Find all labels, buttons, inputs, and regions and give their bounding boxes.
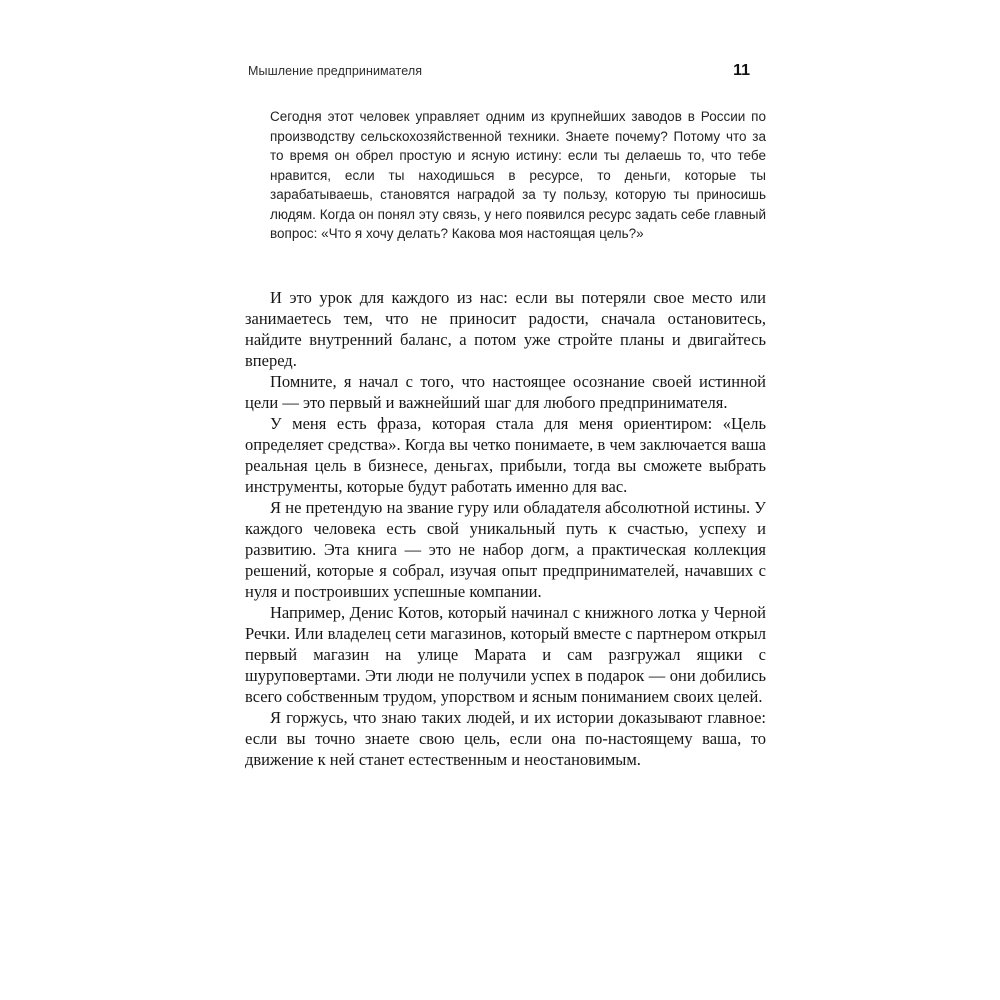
paragraph: Я не претендую на звание гуру или обладателя абсолютной истины. У каждого человека есть свой уникальный путь к счастью, успеху и развитию. Эта книга — это не набор догм, а практическая коллекция решений, которые я собрал, изучая опыт предпринимателей, начавших с нуля и построивших успешные компании.: [245, 498, 766, 601]
running-title: Мышление предпринимателя: [248, 64, 423, 78]
paragraph: И это урок для каждого из нас: если вы потеряли свое место или занимаетесь тем, что не приносит радости, сначала остановитесь, найдите внутренний баланс, а потом уже стройте планы и двигайтесь вперед.: [245, 288, 766, 370]
paragraph: У меня есть фраза, которая стала для меня ориентиром: «Цель определяет средства». Когда вы четко понимаете, в чем заключается ваша реальная цель в бизнесе, деньгах, прибыли, тогда вы сможете выбрать инструменты, которые будут работать именно для вас.: [245, 414, 766, 496]
paragraph: Помните, я начал с того, что настоящее осознание своей истинной цели — это первый и важнейший шаг для любого предпринимателя.: [245, 372, 766, 412]
paragraph: Например, Денис Котов, который начинал с книжного лотка у Черной Речки. Или владелец сети магазинов, который вместе с партнером открыл первый магазин на улице Марата и сам разгружал ящики с шуруповертами. Эти люди не получили успех в подарок — они добились всего собственным трудом, упорством и ясным пониманием своих целей.: [245, 603, 766, 706]
page-number: 11: [733, 62, 750, 79]
page-header: [248, 62, 750, 80]
paragraph: Я горжусь, что знаю таких людей, и их истории доказывают главное: если вы точно знаете свою цель, если она по-настоящему ваша, то движение к ней станет естественным и неостановимым.: [245, 708, 766, 769]
block-quote: Сегодня этот человек управляет одним из крупнейших заводов в России по производству сельскохозяйственной техники. Знаете почему? Потому что за то время он обрел простую и ясную истину: если ты делаешь то, что тебе нравится, если ты находишься в ресурсе, то деньги, которые ты зарабатываешь, становятся наградой за ту пользу, которую ты приносишь людям. Когда он понял эту связь, у него появился ресурс задать себе главный вопрос: «Что я хочу делать? Какова моя настоящая цель?»: [270, 109, 766, 241]
body-text: [245, 287, 766, 770]
